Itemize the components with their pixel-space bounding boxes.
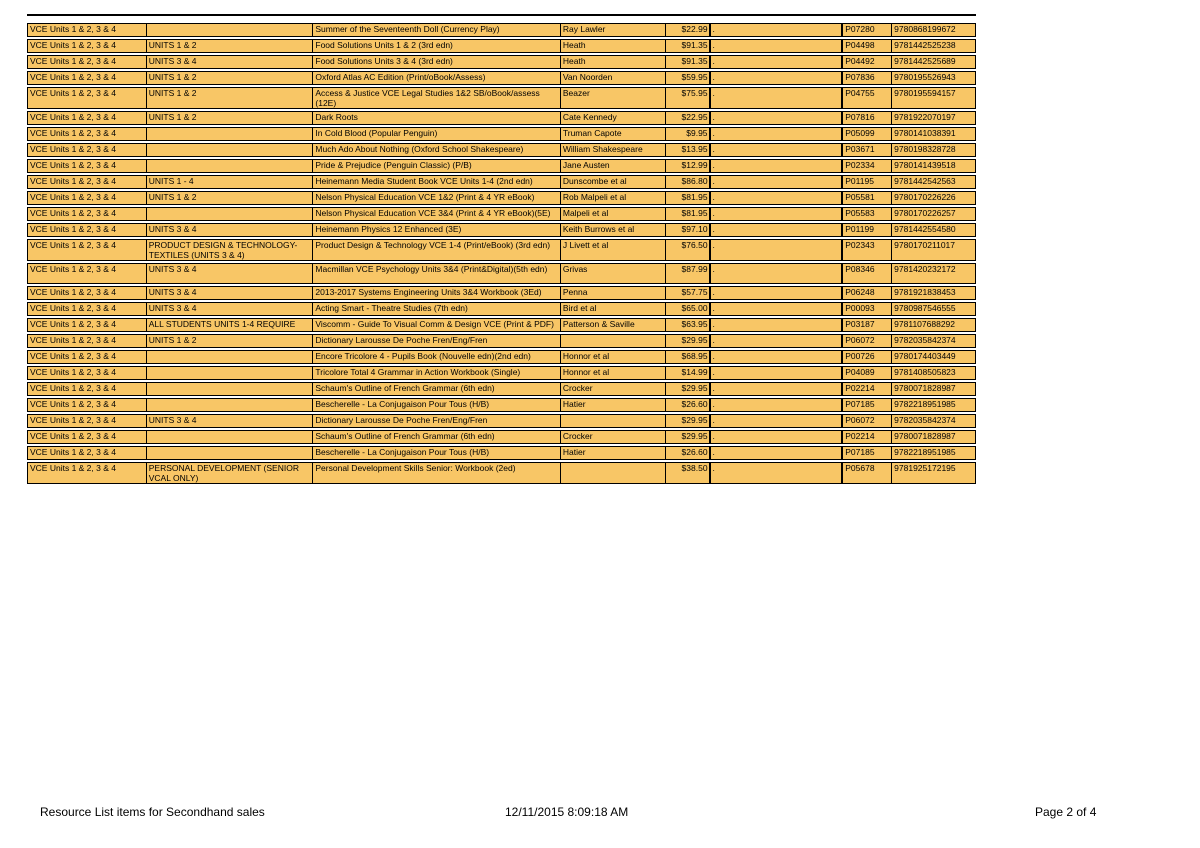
cell-product-code: P05581 xyxy=(841,192,891,204)
cell-price: $22.99 xyxy=(665,24,709,36)
cell-units xyxy=(146,144,313,156)
cell-level: VCE Units 1 & 2, 3 & 4 xyxy=(30,160,116,170)
cell-units: UNITS 3 & 4 xyxy=(146,303,313,315)
cell-units: UNITS 1 & 2 xyxy=(146,335,313,347)
table-row xyxy=(27,318,976,332)
cell-title: 2013-2017 Systems Engineering Units 3&4 Workbook (3Ed) xyxy=(312,287,559,299)
cell-units xyxy=(146,160,313,172)
table-row xyxy=(27,87,976,109)
cell-isbn: 9781442554580 xyxy=(891,224,975,236)
cell-product-code: P05678 xyxy=(841,463,891,483)
cell-title: In Cold Blood (Popular Penguin) xyxy=(312,128,559,140)
table-row xyxy=(27,223,976,237)
cell-condition-mark: . xyxy=(709,88,842,108)
cell-price: $14.99 xyxy=(665,367,709,379)
cell-isbn: 9780195594157 xyxy=(891,88,975,108)
cell-units xyxy=(146,431,313,443)
cell-author: Ray Lawler xyxy=(560,24,665,36)
cell-title: Tricolore Total 4 Grammar in Action Workbook (Single) xyxy=(312,367,559,379)
table-row xyxy=(27,143,976,157)
cell-condition-mark: . xyxy=(709,72,842,84)
cell-price: $86.80 xyxy=(665,176,709,188)
cell-price: $13.95 xyxy=(665,144,709,156)
cell-price: $87.99 xyxy=(665,264,709,283)
cell-author: Cate Kennedy xyxy=(560,112,665,124)
table-row xyxy=(27,111,976,125)
cell-isbn: 9781921838453 xyxy=(891,287,975,299)
resource-table xyxy=(27,14,976,486)
cell-condition-mark: . xyxy=(709,144,842,156)
cell-product-code: P04492 xyxy=(841,56,891,68)
cell-isbn: 9780198328728 xyxy=(891,144,975,156)
cell-isbn: 9781107688292 xyxy=(891,319,975,331)
table-row xyxy=(27,207,976,221)
cell-condition-mark: . xyxy=(709,128,842,140)
cell-author: Patterson & Saville xyxy=(560,319,665,331)
table-row xyxy=(27,39,976,53)
table-row xyxy=(27,127,976,141)
cell-price: $81.95 xyxy=(665,208,709,220)
cell-author: Dunscombe et al xyxy=(560,176,665,188)
cell-units xyxy=(146,208,313,220)
footer-page-number: Page 2 of 4 xyxy=(1035,805,1097,819)
cell-author: Grivas xyxy=(560,264,665,283)
cell-units: PRODUCT DESIGN & TECHNOLOGY-TEXTILES (UNITS 3 & 4) xyxy=(146,240,313,260)
cell-price: $26.60 xyxy=(665,447,709,459)
cell-product-code: P05099 xyxy=(841,128,891,140)
cell-condition-mark: . xyxy=(709,160,842,172)
cell-units: UNITS 1 & 2 xyxy=(146,112,313,124)
cell-units xyxy=(146,447,313,459)
cell-title: Bescherelle - La Conjugaison Pour Tous (H/B) xyxy=(312,447,559,459)
cell-author: Hatier xyxy=(560,447,665,459)
cell-title: Dark Roots xyxy=(312,112,559,124)
cell-units xyxy=(146,128,313,140)
cell-condition-mark: . xyxy=(709,303,842,315)
cell-level: VCE Units 1 & 2, 3 & 4 xyxy=(30,88,116,98)
cell-level: VCE Units 1 & 2, 3 & 4 xyxy=(30,24,116,34)
cell-isbn: 9781420232172 xyxy=(891,264,975,283)
cell-author: Penna xyxy=(560,287,665,299)
cell-title: Acting Smart - Theatre Studies (7th edn) xyxy=(312,303,559,315)
cell-units xyxy=(146,383,313,395)
cell-price: $12.99 xyxy=(665,160,709,172)
cell-units: UNITS 1 & 2 xyxy=(146,88,313,108)
cell-author: J Livett et al xyxy=(560,240,665,260)
cell-condition-mark: . xyxy=(709,447,842,459)
cell-title: Heinemann Physics 12 Enhanced (3E) xyxy=(312,224,559,236)
cell-product-code: P01199 xyxy=(841,224,891,236)
cell-product-code: P06072 xyxy=(841,415,891,427)
cell-level: VCE Units 1 & 2, 3 & 4 xyxy=(30,415,116,425)
cell-condition-mark: . xyxy=(709,112,842,124)
cell-price: $91.35 xyxy=(665,56,709,68)
cell-condition-mark: . xyxy=(709,224,842,236)
cell-isbn: 9781442542563 xyxy=(891,176,975,188)
cell-price: $63.95 xyxy=(665,319,709,331)
cell-condition-mark: . xyxy=(709,176,842,188)
cell-level: VCE Units 1 & 2, 3 & 4 xyxy=(30,264,116,274)
cell-isbn: 9781408505823 xyxy=(891,367,975,379)
cell-condition-mark: . xyxy=(709,335,842,347)
cell-author: Malpeli et al xyxy=(560,208,665,220)
cell-condition-mark: . xyxy=(709,367,842,379)
cell-author xyxy=(560,415,665,427)
cell-isbn: 9781922070197 xyxy=(891,112,975,124)
cell-units xyxy=(146,24,313,36)
table-row xyxy=(27,286,976,300)
table-rows xyxy=(27,23,976,484)
cell-level: VCE Units 1 & 2, 3 & 4 xyxy=(30,351,116,361)
cell-price: $29.95 xyxy=(665,383,709,395)
cell-product-code: P00726 xyxy=(841,351,891,363)
table-row xyxy=(27,302,976,316)
cell-isbn: 9780071828987 xyxy=(891,431,975,443)
table-row xyxy=(27,191,976,205)
cell-author: Rob Malpeli et al xyxy=(560,192,665,204)
cell-level: VCE Units 1 & 2, 3 & 4 xyxy=(30,240,116,250)
cell-condition-mark: . xyxy=(709,264,842,283)
cell-author: Heath xyxy=(560,56,665,68)
cell-isbn: 9780987546555 xyxy=(891,303,975,315)
cell-isbn: 9781925172195 xyxy=(891,463,975,483)
cell-condition-mark: . xyxy=(709,415,842,427)
cell-isbn: 9782218951985 xyxy=(891,447,975,459)
cell-price: $22.95 xyxy=(665,112,709,124)
cell-product-code: P00093 xyxy=(841,303,891,315)
cell-title: Viscomm - Guide To Visual Comm & Design VCE (Print & PDF) xyxy=(312,319,559,331)
cell-level: VCE Units 1 & 2, 3 & 4 xyxy=(30,144,116,154)
cell-title: Encore Tricolore 4 - Pupils Book (Nouvelle edn)(2nd edn) xyxy=(312,351,559,363)
cell-units: UNITS 1 - 4 xyxy=(146,176,313,188)
cell-price: $29.95 xyxy=(665,431,709,443)
table-row xyxy=(27,366,976,380)
cell-level: VCE Units 1 & 2, 3 & 4 xyxy=(30,303,116,313)
cell-level: VCE Units 1 & 2, 3 & 4 xyxy=(30,335,116,345)
cell-condition-mark: . xyxy=(709,24,842,36)
table-row xyxy=(27,398,976,412)
cell-units: UNITS 3 & 4 xyxy=(146,56,313,68)
cell-condition-mark: . xyxy=(709,40,842,52)
cell-price: $65.00 xyxy=(665,303,709,315)
table-row xyxy=(27,71,976,85)
previous-page-row-remnant xyxy=(27,14,976,16)
cell-condition-mark: . xyxy=(709,192,842,204)
cell-isbn: 9782218951985 xyxy=(891,399,975,411)
cell-title: Personal Development Skills Senior: Workbook (2ed) xyxy=(312,463,559,483)
cell-author: Crocker xyxy=(560,431,665,443)
cell-level: VCE Units 1 & 2, 3 & 4 xyxy=(30,367,116,377)
cell-units: PERSONAL DEVELOPMENT (SENIOR VCAL ONLY) xyxy=(146,463,313,483)
cell-condition-mark: . xyxy=(709,431,842,443)
cell-level: VCE Units 1 & 2, 3 & 4 xyxy=(30,399,116,409)
cell-price: $68.95 xyxy=(665,351,709,363)
cell-level: VCE Units 1 & 2, 3 & 4 xyxy=(30,176,116,186)
cell-isbn: 9780170226226 xyxy=(891,192,975,204)
cell-title: Bescherelle - La Conjugaison Pour Tous (H/B) xyxy=(312,399,559,411)
cell-author: Beazer xyxy=(560,88,665,108)
cell-product-code: P01195 xyxy=(841,176,891,188)
cell-condition-mark: . xyxy=(709,463,842,483)
cell-author: Jane Austen xyxy=(560,160,665,172)
cell-author: Keith Burrows et al xyxy=(560,224,665,236)
cell-price: $57.75 xyxy=(665,287,709,299)
cell-product-code: P04755 xyxy=(841,88,891,108)
cell-product-code: P07185 xyxy=(841,399,891,411)
cell-isbn: 9780868199672 xyxy=(891,24,975,36)
cell-units: UNITS 1 & 2 xyxy=(146,40,313,52)
cell-units xyxy=(146,351,313,363)
cell-title: Oxford Atlas AC Edition (Print/oBook/Assess) xyxy=(312,72,559,84)
cell-author: Van Noorden xyxy=(560,72,665,84)
cell-condition-mark: . xyxy=(709,287,842,299)
cell-level: VCE Units 1 & 2, 3 & 4 xyxy=(30,319,116,329)
cell-title: Pride & Prejudice (Penguin Classic) (P/B) xyxy=(312,160,559,172)
cell-author: Heath xyxy=(560,40,665,52)
cell-price: $91.35 xyxy=(665,40,709,52)
table-row xyxy=(27,462,976,484)
cell-author: Hatier xyxy=(560,399,665,411)
cell-price: $38.50 xyxy=(665,463,709,483)
cell-author: Crocker xyxy=(560,383,665,395)
cell-level: VCE Units 1 & 2, 3 & 4 xyxy=(30,128,116,138)
cell-price: $81.95 xyxy=(665,192,709,204)
cell-condition-mark: . xyxy=(709,240,842,260)
cell-title: Heinemann Media Student Book VCE Units 1-4 (2nd edn) xyxy=(312,176,559,188)
cell-level: VCE Units 1 & 2, 3 & 4 xyxy=(30,287,116,297)
cell-product-code: P08346 xyxy=(841,264,891,283)
cell-level: VCE Units 1 & 2, 3 & 4 xyxy=(30,431,116,441)
cell-level: VCE Units 1 & 2, 3 & 4 xyxy=(30,224,116,234)
cell-level: VCE Units 1 & 2, 3 & 4 xyxy=(30,208,116,218)
cell-product-code: P02334 xyxy=(841,160,891,172)
cell-isbn: 9780141038391 xyxy=(891,128,975,140)
cell-isbn: 9781442525238 xyxy=(891,40,975,52)
cell-title: Macmillan VCE Psychology Units 3&4 (Print&Digital)(5th edn) xyxy=(312,264,559,283)
cell-author: Honnor et al xyxy=(560,367,665,379)
cell-units: ALL STUDENTS UNITS 1-4 REQUIRE xyxy=(146,319,313,331)
cell-title: Schaum's Outline of French Grammar (6th edn) xyxy=(312,431,559,443)
cell-price: $29.95 xyxy=(665,415,709,427)
cell-title: Food Solutions Units 1 & 2 (3rd edn) xyxy=(312,40,559,52)
cell-level: VCE Units 1 & 2, 3 & 4 xyxy=(30,192,116,202)
table-row xyxy=(27,159,976,173)
cell-level: VCE Units 1 & 2, 3 & 4 xyxy=(30,463,116,473)
cell-title: Nelson Physical Education VCE 3&4 (Print & 4 YR eBook)(5E) xyxy=(312,208,559,220)
cell-product-code: P07280 xyxy=(841,24,891,36)
cell-isbn: 9780195526943 xyxy=(891,72,975,84)
cell-isbn: 9780174403449 xyxy=(891,351,975,363)
cell-product-code: P03187 xyxy=(841,319,891,331)
cell-title: Food Solutions Units 3 & 4 (3rd edn) xyxy=(312,56,559,68)
cell-isbn: 9780141439518 xyxy=(891,160,975,172)
cell-author: Honnor et al xyxy=(560,351,665,363)
cell-title: Much Ado About Nothing (Oxford School Shakespeare) xyxy=(312,144,559,156)
footer-report-title: Resource List items for Secondhand sales xyxy=(40,805,265,819)
cell-level: VCE Units 1 & 2, 3 & 4 xyxy=(30,383,116,393)
table-row xyxy=(27,414,976,428)
cell-author xyxy=(560,463,665,483)
cell-price: $75.95 xyxy=(665,88,709,108)
table-row xyxy=(27,23,976,37)
cell-isbn: 9782035842374 xyxy=(891,415,975,427)
cell-product-code: P06072 xyxy=(841,335,891,347)
cell-price: $9.95 xyxy=(665,128,709,140)
cell-level: VCE Units 1 & 2, 3 & 4 xyxy=(30,56,116,66)
cell-units: UNITS 3 & 4 xyxy=(146,264,313,283)
cell-product-code: P04498 xyxy=(841,40,891,52)
cell-title: Product Design & Technology VCE 1-4 (Print/eBook) (3rd edn) xyxy=(312,240,559,260)
cell-product-code: P07816 xyxy=(841,112,891,124)
cell-units: UNITS 3 & 4 xyxy=(146,287,313,299)
cell-author: William Shakespeare xyxy=(560,144,665,156)
cell-title: Access & Justice VCE Legal Studies 1&2 SB/oBook/assess (12E) xyxy=(312,88,559,108)
cell-isbn: 9780071828987 xyxy=(891,383,975,395)
cell-units xyxy=(146,399,313,411)
table-row xyxy=(27,263,976,284)
cell-product-code: P07185 xyxy=(841,447,891,459)
cell-title: Summer of the Seventeenth Doll (Currency Play) xyxy=(312,24,559,36)
cell-isbn: 9780170211017 xyxy=(891,240,975,260)
cell-level: VCE Units 1 & 2, 3 & 4 xyxy=(30,72,116,82)
report-footer xyxy=(0,804,1200,824)
cell-price: $26.60 xyxy=(665,399,709,411)
cell-author: Bird et al xyxy=(560,303,665,315)
table-row xyxy=(27,334,976,348)
cell-price: $59.95 xyxy=(665,72,709,84)
cell-product-code: P04089 xyxy=(841,367,891,379)
cell-isbn: 9781442525689 xyxy=(891,56,975,68)
cell-price: $29.95 xyxy=(665,335,709,347)
table-row xyxy=(27,446,976,460)
cell-author xyxy=(560,335,665,347)
cell-price: $97.10 xyxy=(665,224,709,236)
cell-author: Truman Capote xyxy=(560,128,665,140)
cell-title: Nelson Physical Education VCE 1&2 (Print & 4 YR eBook) xyxy=(312,192,559,204)
cell-product-code: P02214 xyxy=(841,383,891,395)
cell-isbn: 9782035842374 xyxy=(891,335,975,347)
cell-price: $76.50 xyxy=(665,240,709,260)
cell-condition-mark: . xyxy=(709,56,842,68)
table-row xyxy=(27,382,976,396)
table-row xyxy=(27,350,976,364)
cell-condition-mark: . xyxy=(709,208,842,220)
cell-product-code: P05583 xyxy=(841,208,891,220)
cell-condition-mark: . xyxy=(709,351,842,363)
cell-level: VCE Units 1 & 2, 3 & 4 xyxy=(30,447,116,457)
cell-level: VCE Units 1 & 2, 3 & 4 xyxy=(30,40,116,50)
table-row xyxy=(27,430,976,444)
cell-title: Schaum's Outline of French Grammar (6th edn) xyxy=(312,383,559,395)
cell-product-code: P02343 xyxy=(841,240,891,260)
cell-product-code: P02214 xyxy=(841,431,891,443)
cell-product-code: P06248 xyxy=(841,287,891,299)
cell-condition-mark: . xyxy=(709,383,842,395)
cell-title: Dictionary Larousse De Poche Fren/Eng/Fren xyxy=(312,415,559,427)
cell-units xyxy=(146,367,313,379)
table-row xyxy=(27,55,976,69)
table-row xyxy=(27,239,976,261)
cell-product-code: P07836 xyxy=(841,72,891,84)
cell-units: UNITS 1 & 2 xyxy=(146,192,313,204)
cell-units: UNITS 3 & 4 xyxy=(146,224,313,236)
footer-timestamp: 12/11/2015 8:09:18 AM xyxy=(505,805,629,819)
cell-units: UNITS 3 & 4 xyxy=(146,415,313,427)
cell-title: Dictionary Larousse De Poche Fren/Eng/Fren xyxy=(312,335,559,347)
cell-condition-mark: . xyxy=(709,319,842,331)
cell-units: UNITS 1 & 2 xyxy=(146,72,313,84)
cell-isbn: 9780170226257 xyxy=(891,208,975,220)
cell-condition-mark: . xyxy=(709,399,842,411)
cell-level: VCE Units 1 & 2, 3 & 4 xyxy=(30,112,116,122)
table-row xyxy=(27,175,976,189)
cell-product-code: P03671 xyxy=(841,144,891,156)
